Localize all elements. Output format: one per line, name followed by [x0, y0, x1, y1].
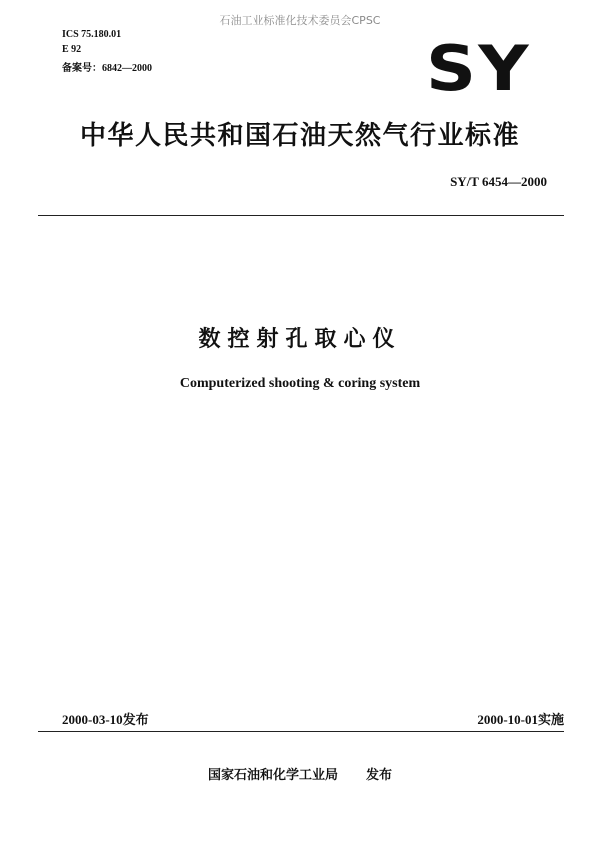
issuer-action: 发布: [366, 768, 393, 783]
document-title: 数控射孔取心仪: [198, 327, 402, 352]
issuer-line: [0, 764, 600, 783]
sy-logo: [426, 34, 534, 104]
standard-code: SY/T 6454—2000: [450, 174, 547, 189]
record-number: 备案号：6842—2000: [62, 63, 152, 74]
footer-divider: [38, 731, 564, 732]
sy-logo-text: SY: [426, 32, 531, 105]
issue-date: 2000-03-10发布: [62, 712, 149, 727]
issuer-name: 国家石油和化学工业局: [207, 768, 338, 783]
classification-code: E 92: [62, 44, 82, 55]
document-subtitle: Computerized shooting & coring system: [179, 376, 421, 391]
ics-code: ICS 75.180.01: [62, 29, 122, 40]
watermark-text: 石油工业标准化技术委员会CPSC: [219, 14, 381, 27]
main-title: 中华人民共和国石油天然气行业标准: [79, 121, 520, 151]
implementation-date: 2000-10-01实施: [477, 712, 564, 727]
header-divider: [38, 215, 564, 216]
